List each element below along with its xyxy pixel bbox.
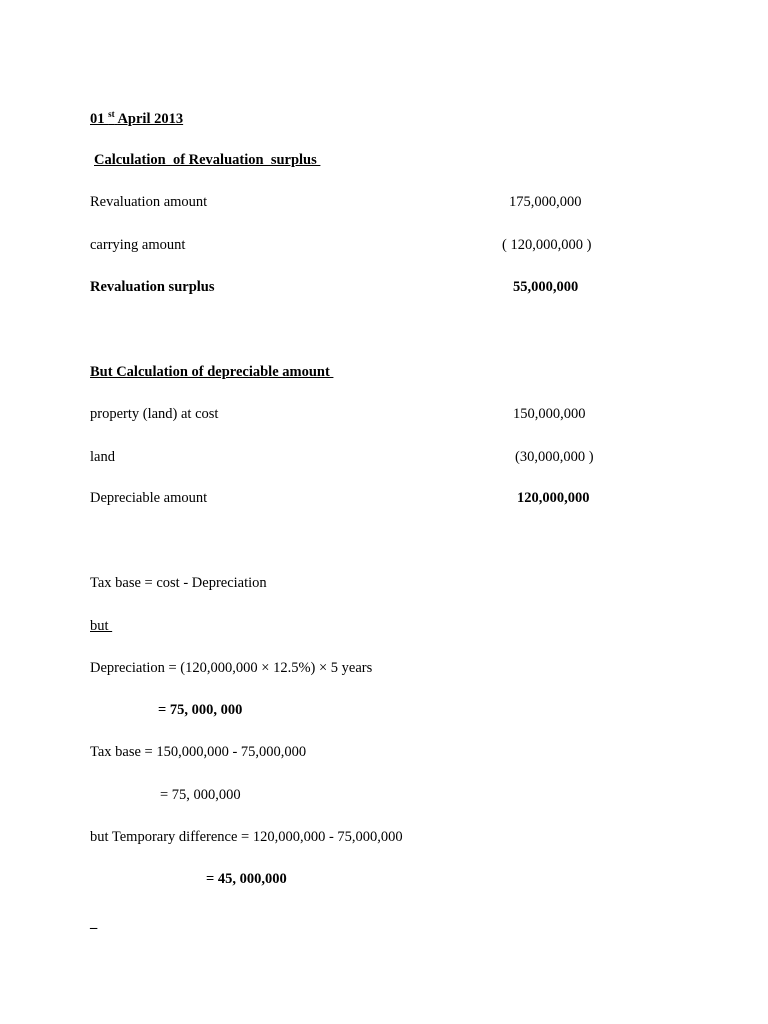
revaluation-surplus-value: 55,000,000 <box>513 279 579 295</box>
depreciable-heading: But Calculation of depreciable amount <box>90 364 334 380</box>
land-value: (30,000,000 ) <box>515 449 594 465</box>
tax-base-calc: Tax base = 150,000,000 - 75,000,000 <box>90 744 307 760</box>
land-label: land <box>90 449 115 465</box>
revaluation-surplus-label: Revaluation surplus <box>90 279 215 295</box>
tax-base-result: = 75, 000,000 <box>160 787 241 803</box>
but-label: but <box>90 618 113 634</box>
tax-base-formula: Tax base = cost - Depreciation <box>90 575 267 591</box>
carrying-amount-label: carrying amount <box>90 237 186 253</box>
depreciable-amount-label: Depreciable amount <box>90 490 208 506</box>
temporary-difference-calc: but Temporary difference = 120,000,000 - 75,000,000 <box>90 829 403 845</box>
trailing-mark: _ <box>90 915 98 931</box>
revaluation-heading: Calculation of Revaluation surplus <box>94 152 321 168</box>
depreciation-formula: Depreciation = (120,000,000 × 12.5%) × 5 years <box>90 660 373 676</box>
temporary-difference-result: = 45, 000,000 <box>206 871 287 887</box>
revaluation-amount-value: 175,000,000 <box>509 194 582 210</box>
date-heading: 01 $^{st}$ April 2013 <box>90 109 184 127</box>
depreciation-result: = 75, 000, 000 <box>158 702 243 718</box>
carrying-amount-value: ( 120,000,000 ) <box>502 237 592 253</box>
property-cost-value: 150,000,000 <box>513 406 586 422</box>
property-cost-label: property (land) at cost <box>90 406 219 422</box>
revaluation-amount-label: Revaluation amount <box>90 194 208 210</box>
depreciable-amount-value: 120,000,000 <box>517 490 590 506</box>
